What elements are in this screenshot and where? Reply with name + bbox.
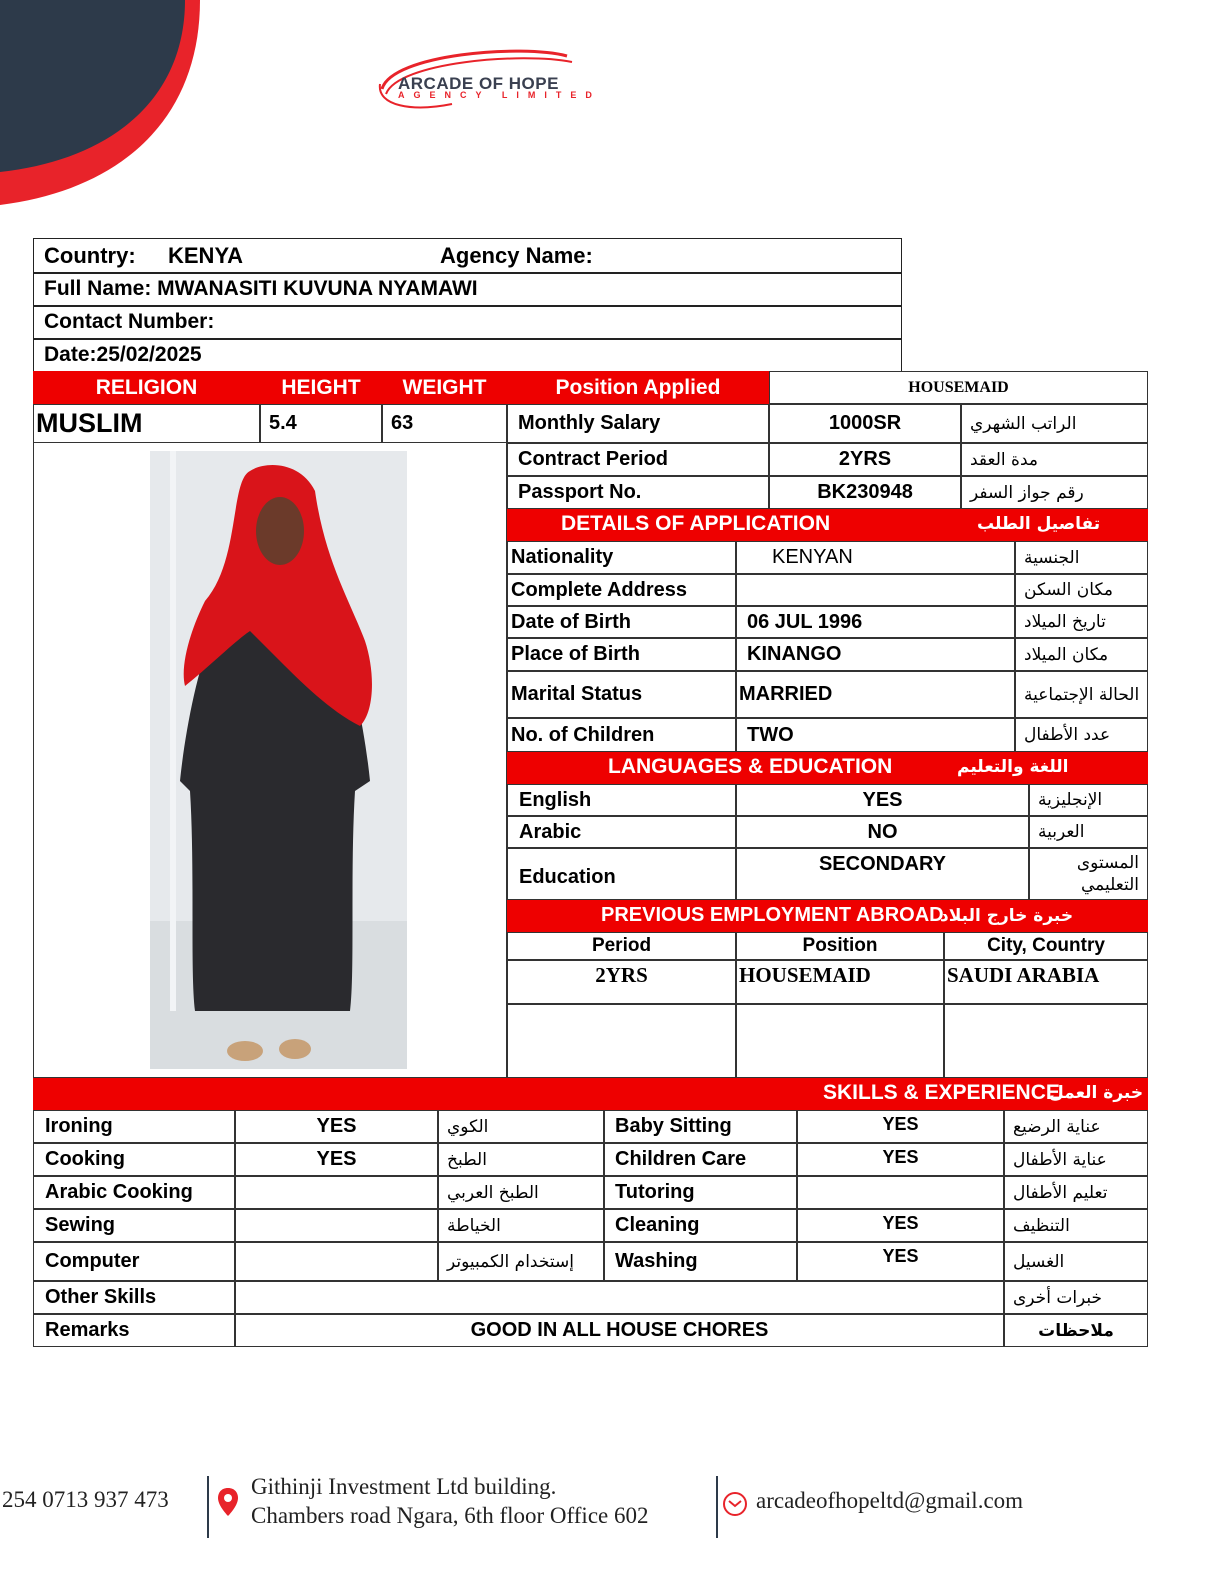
skill-label: Computer	[33, 1242, 235, 1281]
header-row-date	[33, 339, 902, 372]
salary-label: Monthly Salary	[507, 404, 769, 443]
remarks-value: GOOD IN ALL HOUSE CHORES	[235, 1314, 1004, 1347]
language-label: Education	[507, 848, 736, 900]
passport-label: Passport No.	[507, 476, 769, 509]
passport-ar: رقم جواز السفر	[961, 476, 1148, 509]
details-label: Date of Birth	[507, 606, 736, 638]
skill-ar: عناية الأطفال	[1004, 1143, 1148, 1176]
languages-title-ar: اللغة والتعليم	[957, 757, 1069, 777]
other-skills-label: Other Skills	[33, 1281, 235, 1314]
details-label: Complete Address	[507, 574, 736, 606]
details-value: MARRIED	[736, 671, 1015, 718]
skill-label: Baby Sitting	[604, 1110, 797, 1143]
passport-value: BK230948	[769, 476, 961, 509]
employment-title: PREVIOUS EMPLOYMENT ABROAD	[601, 904, 944, 926]
language-ar: العربية	[1029, 816, 1148, 848]
footer-phone: 254 0713 937 473	[2, 1487, 169, 1512]
logo-sub: AGENCY LIMITED	[398, 90, 601, 100]
details-label: Place of Birth	[507, 638, 736, 671]
weight-header: WEIGHT	[382, 371, 507, 404]
emp-empty-period	[507, 1004, 736, 1078]
details-header	[507, 509, 1148, 541]
skill-value: YES	[235, 1143, 438, 1176]
emp-header-period: Period	[507, 932, 736, 960]
details-value	[736, 574, 1015, 606]
location-pin-icon	[216, 1486, 240, 1520]
contract-value: 2YRS	[769, 443, 961, 476]
details-ar: الجنسية	[1015, 541, 1148, 574]
date-label: Date:25/02/2025	[44, 343, 202, 366]
emp-position: HOUSEMAID	[736, 960, 944, 1004]
emp-header-city: City, Country	[944, 932, 1148, 960]
language-label: Arabic	[507, 816, 736, 848]
details-ar: عدد الأطفال	[1015, 718, 1148, 752]
details-ar: مكان الميلاد	[1015, 638, 1148, 671]
language-value: SECONDARY	[736, 848, 1029, 900]
height-value: 5.4	[260, 404, 382, 443]
details-value: TWO	[736, 718, 1015, 752]
skill-value: YES	[797, 1209, 1004, 1242]
details-title-ar: تفاصيل الطلب	[977, 514, 1101, 534]
skill-ar: الكوي	[438, 1110, 604, 1143]
position-header: Position Applied	[507, 371, 769, 404]
corner-decoration	[0, 0, 200, 210]
language-ar: الإنجليزية	[1029, 784, 1148, 816]
height-header: HEIGHT	[260, 371, 382, 404]
skill-ar: الطبخ العربي	[438, 1176, 604, 1209]
details-label: Marital Status	[507, 671, 736, 718]
position-value: HOUSEMAID	[769, 371, 1148, 404]
emp-empty-position	[736, 1004, 944, 1078]
emp-empty-city	[944, 1004, 1148, 1078]
other-skills-ar: خبرات أخرى	[1004, 1281, 1148, 1314]
skill-value: YES	[797, 1242, 1004, 1281]
details-ar: تاريخ الميلاد	[1015, 606, 1148, 638]
remarks-ar: ملاحظات	[1004, 1314, 1148, 1347]
other-skills-value	[235, 1281, 1004, 1314]
skill-ar: التنظيف	[1004, 1209, 1148, 1242]
email-icon	[722, 1491, 748, 1517]
details-title: DETAILS OF APPLICATION	[561, 512, 831, 535]
language-label: English	[507, 784, 736, 816]
details-label: No. of Children	[507, 718, 736, 752]
skills-title-ar: خبرة العمل	[1049, 1083, 1144, 1103]
employment-header	[507, 900, 1148, 932]
details-ar: الحالة الإجتماعية	[1015, 671, 1148, 718]
contract-ar: مدة العقد	[961, 443, 1148, 476]
skill-value	[235, 1209, 438, 1242]
skills-title: SKILLS & EXPERIENCE	[823, 1081, 1060, 1104]
contact-label: Contact Number:	[44, 310, 215, 333]
skill-ar: الطبخ	[438, 1143, 604, 1176]
details-value: 06 JUL 1996	[736, 606, 1015, 638]
details-value: KINANGO	[736, 638, 1015, 671]
emp-period: 2YRS	[507, 960, 736, 1004]
footer-divider-2	[716, 1476, 718, 1538]
agency-label: Agency Name:	[440, 243, 593, 268]
language-value: NO	[736, 816, 1029, 848]
salary-value: 1000SR	[769, 404, 961, 443]
skill-label: Arabic Cooking	[33, 1176, 235, 1209]
skill-value: YES	[235, 1110, 438, 1143]
skill-ar: إستخدام الكمبيوتر	[438, 1242, 604, 1281]
country-label: Country:	[44, 243, 136, 268]
footer-divider-1	[207, 1476, 209, 1538]
language-ar: المستوى التعليمي	[1029, 848, 1148, 900]
footer-address-2: Chambers road Ngara, 6th floor Office 602	[251, 1503, 649, 1528]
skill-label: Sewing	[33, 1209, 235, 1242]
skill-ar: الخياطة	[438, 1209, 604, 1242]
weight-value: 63	[382, 404, 507, 443]
full-name: Full Name: MWANASITI KUVUNA NYAMAWI	[44, 277, 478, 300]
contract-label: Contract Period	[507, 443, 769, 476]
religion-value: MUSLIM	[33, 404, 260, 443]
salary-ar: الراتب الشهري	[961, 404, 1148, 443]
skill-value: YES	[797, 1143, 1004, 1176]
skill-value	[235, 1176, 438, 1209]
skill-value	[797, 1176, 1004, 1209]
skill-label: Ironing	[33, 1110, 235, 1143]
skill-value: YES	[797, 1110, 1004, 1143]
details-ar: مكان السكن	[1015, 574, 1148, 606]
skill-label: Cleaning	[604, 1209, 797, 1242]
emp-header-position: Position	[736, 932, 944, 960]
header-row-contact	[33, 306, 902, 339]
employment-title-ar: خبرة خارج البلاد	[940, 906, 1074, 926]
footer-email: arcadeofhopeltd@gmail.com	[756, 1488, 1024, 1513]
country-value: KENYA	[168, 243, 243, 268]
header-row-name	[33, 273, 902, 306]
language-value: YES	[736, 784, 1029, 816]
skill-ar: عناية الرضيع	[1004, 1110, 1148, 1143]
details-value: KENYAN	[736, 541, 1015, 574]
skill-label: Cooking	[33, 1143, 235, 1176]
skill-label: Washing	[604, 1242, 797, 1281]
skill-ar: تعليم الأطفال	[1004, 1176, 1148, 1209]
candidate-photo	[150, 451, 407, 1069]
remarks-label: Remarks	[33, 1314, 235, 1347]
languages-title: LANGUAGES & EDUCATION	[608, 755, 893, 778]
skill-label: Children Care	[604, 1143, 797, 1176]
logo-name: ARCADE OF HOPE	[398, 74, 559, 93]
religion-header: RELIGION	[33, 371, 260, 404]
logo	[372, 44, 642, 114]
skill-value	[235, 1242, 438, 1281]
languages-header	[507, 752, 1148, 784]
skills-header	[33, 1078, 1148, 1110]
skill-ar: الغسيل	[1004, 1242, 1148, 1281]
emp-city: SAUDI ARABIA	[944, 960, 1148, 1004]
header-row-country	[33, 238, 902, 273]
footer-address-1: Githinji Investment Ltd building.	[251, 1474, 557, 1499]
details-label: Nationality	[507, 541, 736, 574]
skill-label: Tutoring	[604, 1176, 797, 1209]
